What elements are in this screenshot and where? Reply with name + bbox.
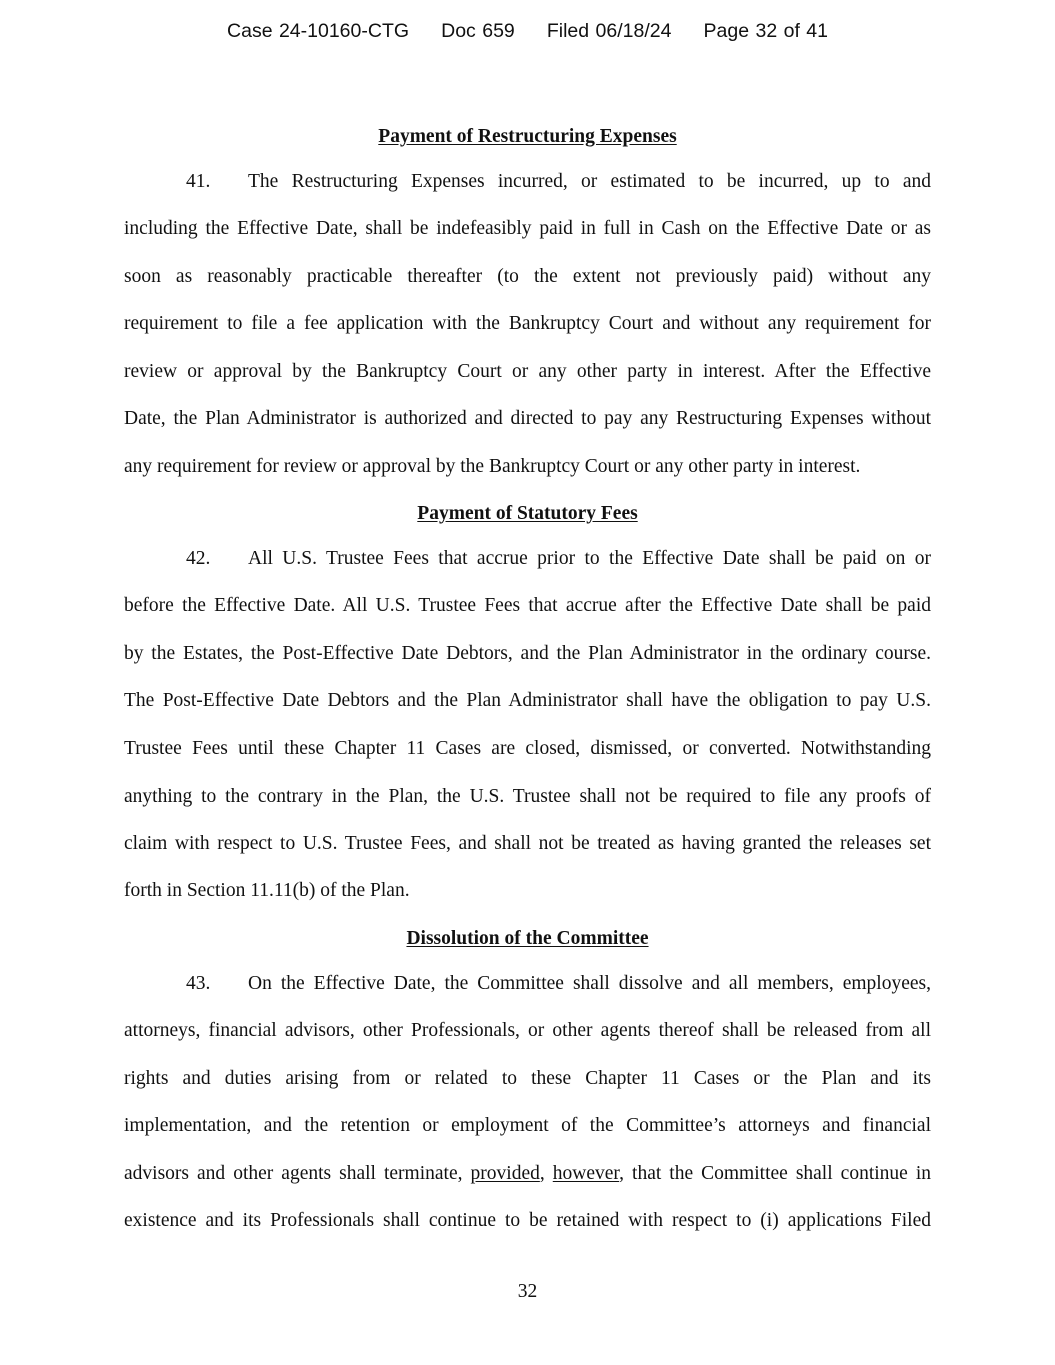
court-filing-header [0, 19, 1055, 43]
paragraph-line: review or approval by the Bankruptcy Court or any other party in interest. After the Effective [124, 361, 931, 382]
paragraph-line: by the Estates, the Post-Effective Date Debtors, and the Plan Administrator in the ordinary course. [124, 643, 931, 664]
paragraph-line: soon as reasonably practicable thereafter (to the extent not previously paid) without any [124, 266, 931, 287]
paragraph-line: Trustee Fees until these Chapter 11 Cases are closed, dismissed, or converted. Notwithstanding [124, 738, 931, 759]
paragraph-line: any requirement for review or approval by the Bankruptcy Court or any other party in interest. [124, 456, 861, 477]
section-heading: Payment of Statutory Fees [417, 503, 638, 524]
paragraph-number: 41. [186, 171, 211, 192]
paragraph-line: before the Effective Date. All U.S. Trustee Fees that accrue after the Effective Date shall be paid [124, 595, 931, 616]
case-number: Case 24-10160-CTG [227, 20, 410, 42]
page-number: 32 [517, 1281, 538, 1302]
paragraph-line: anything to the contrary in the Plan, the U.S. Trustee shall not be required to file any proofs of [124, 786, 931, 807]
underlined-term-however: however [552, 1163, 620, 1184]
filed-date: Filed 06/18/24 [546, 20, 672, 42]
paragraph-line: 43. On the Effective Date, the Committee shall dissolve and all members, employees, [186, 973, 931, 994]
paragraph-number: 42. [186, 548, 211, 569]
paragraph-line: advisors and other agents shall terminate, provided, however, that the Committee shall continue in [124, 1163, 932, 1184]
paragraph-line: rights and duties arising from or related to these Chapter 11 Cases or the Plan and its [124, 1068, 931, 1089]
paragraph-line: 41. The Restructuring Expenses incurred, or estimated to be incurred, up to and [186, 171, 931, 192]
paragraph-line: including the Effective Date, shall be indefeasibly paid in full in Cash on the Effective Date or as [124, 218, 931, 239]
paragraph-line: Date, the Plan Administrator is authorized and directed to pay any Restructuring Expenses without [124, 408, 931, 429]
paragraph-line: forth in Section 11.11(b) of the Plan. [124, 880, 410, 901]
paragraph-line: existence and its Professionals shall continue to be retained with respect to (i) applications Filed [124, 1210, 931, 1231]
paragraph-line: requirement to file a fee application with the Bankruptcy Court and without any requirement for [124, 313, 931, 334]
paragraph-line: 42. All U.S. Trustee Fees that accrue prior to the Effective Date shall be paid on or [186, 548, 931, 569]
page-of-total: Page 32 of 41 [703, 20, 828, 42]
docket-number: Doc 659 [441, 20, 515, 42]
paragraph-line: attorneys, financial advisors, other Professionals, or other agents thereof shall be released from all [124, 1020, 931, 1041]
paragraph-line: The Post-Effective Date Debtors and the Plan Administrator shall have the obligation to pay U.S. [124, 690, 931, 711]
paragraph-line: claim with respect to U.S. Trustee Fees, and shall not be treated as having granted the releases set [124, 833, 931, 854]
underlined-term-provided: provided [470, 1163, 540, 1184]
paragraph-line: implementation, and the retention or employment of the Committee’s attorneys and financial [124, 1115, 931, 1136]
section-heading: Payment of Restructuring Expenses [378, 126, 677, 147]
section-heading: Dissolution of the Committee [406, 928, 649, 949]
paragraph-number: 43. [186, 973, 211, 994]
